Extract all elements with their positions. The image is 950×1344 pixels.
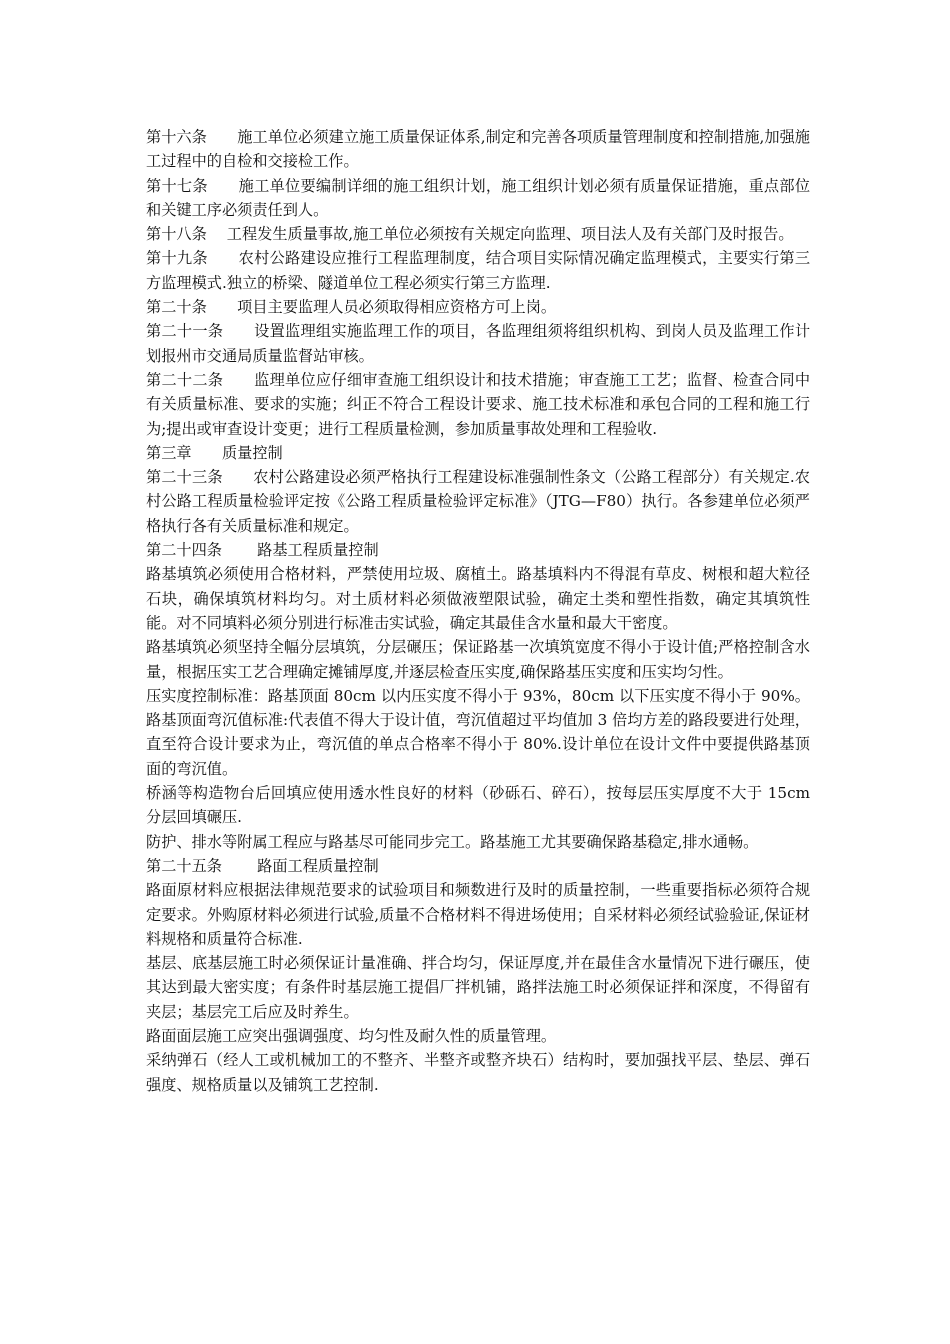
paragraph-surface-course: 路面面层施工应突出强调强度、均匀性及耐久性的质量管理。 xyxy=(146,1026,557,1045)
paragraph-article-16: 第十六条 施工单位必须建立施工质量保证体系,制定和完善各项质量管理制度和控制措施,加强施工过程中的自检和交接检工作。 xyxy=(146,128,810,171)
paragraph-article-21: 第二十一条 设置监理组实施监理工作的项目，各监理组须将组织机构、到岗人员及监理工作计划报州市交通局质量监督站审核。 xyxy=(146,322,810,365)
paragraph-article-22: 第二十二条 监理单位应仔细审查施工组织设计和技术措施；审查施工工艺；监督、检查合同中有关质量标准、要求的实施；纠正不符合工程设计要求、施工技术标准和承包合同的工程和施工行为;提出或审查设计变更；进行工程质量检测，参加质量事故处理和工程验收. xyxy=(146,370,810,438)
document-body xyxy=(146,125,815,1097)
paragraph-article-20: 第二十条 项目主要监理人员必须取得相应资格方可上岗。 xyxy=(146,298,557,317)
chapter-heading: 第三章 质量控制 xyxy=(146,443,283,462)
paragraph-pavement-materials: 路面原材料应根据法律规范要求的试验项目和频数进行及时的质量控制，一些重要指标必须符合规定要求。外购原材料必须进行试验,质量不合格材料不得进场使用；自采材料必须经试验验证,保证材料规格和质量符合标准. xyxy=(146,881,810,948)
paragraph-article-17: 第十七条 施工单位要编制详细的施工组织计划，施工组织计划必须有质量保证措施，重点部位和关键工序必须责任到人。 xyxy=(146,176,810,219)
paragraph-drainage: 防护、排水等附属工程应与路基尽可能同步完工。路基施工尤其要确保路基稳定,排水通畅。 xyxy=(146,832,759,851)
paragraph-article-18: 第十八条 工程发生质量事故,施工单位必须按有关规定向监理、项目法人及有关部门及时报告。 xyxy=(146,225,794,244)
paragraph-stone-pavement: 采纳弹石（经人工或机械加工的不整齐、半整齐或整齐块石）结构时，要加强找平层、垫层、弹石强度、规格质量以及铺筑工艺控制. xyxy=(146,1051,810,1094)
paragraph-article-23: 第二十三条 农村公路建设必须严格执行工程建设标准强制性条文（公路工程部分）有关规定.农村公路工程质量检验评定按《公路工程质量检验评定标准》（JTG—F80）执行。各参建单位必须严格执行各有关质量标准和规定。 xyxy=(146,468,810,535)
paragraph-subgrade-materials: 路基填筑必须使用合格材料，严禁使用垃圾、腐植土。路基填料内不得混有草皮、树根和超大粒径石块，确保填筑材料均匀。对土质材料必须做液塑限试验，确定土类和塑性指数，确定其填筑性能。对不同填料必须分别进行标准击实试验，确定其最佳含水量和最大干密度。 xyxy=(146,565,810,632)
paragraph-base-course: 基层、底基层施工时必须保证计量准确、拌合均匀，保证厚度,并在最佳含水量情况下进行碾压，使其达到最大密实度；有条件时基层施工提倡厂拌机铺，路拌法施工时必须保证拌和深度，不得留有夹层；基层完工后应及时养生。 xyxy=(146,954,810,1021)
paragraph-compaction-standard: 压实度控制标准：路基顶面 80cm 以内压实度不得小于 93%，80cm 以下压实度不得小于 90%。路基顶面弯沉值标准:代表值不得大于设计值，弯沉值超过平均值加 3 倍均方差的路段要进行处理，直至符合设计要求为止，弯沉值的单点合格率不得小于 80%.设计单位在设计文件中要提供路基顶面的弯沉值。 xyxy=(146,686,810,778)
article-25-heading: 第二十五条 路面工程质量控制 xyxy=(146,856,379,875)
paragraph-article-19: 第十九条 农村公路建设应推行工程监理制度，结合项目实际情况确定监理模式，主要实行第三方监理模式.独立的桥梁、隧道单位工程必须实行第三方监理. xyxy=(146,249,810,292)
paragraph-backfill: 桥涵等构造物台后回填应使用透水性良好的材料（砂砾石、碎石），按每层压实厚度不大于 15cm 分层回填碾压. xyxy=(146,784,815,827)
paragraph-subgrade-layering: 路基填筑必须坚持全幅分层填筑，分层碾压；保证路基一次填筑宽度不得小于设计值;严格控制含水量，根据压实工艺合理确定摊铺厚度,并逐层检查压实度,确保路基压实度和压实均匀性。 xyxy=(146,638,810,681)
article-24-heading: 第二十四条 路基工程质量控制 xyxy=(146,541,379,560)
